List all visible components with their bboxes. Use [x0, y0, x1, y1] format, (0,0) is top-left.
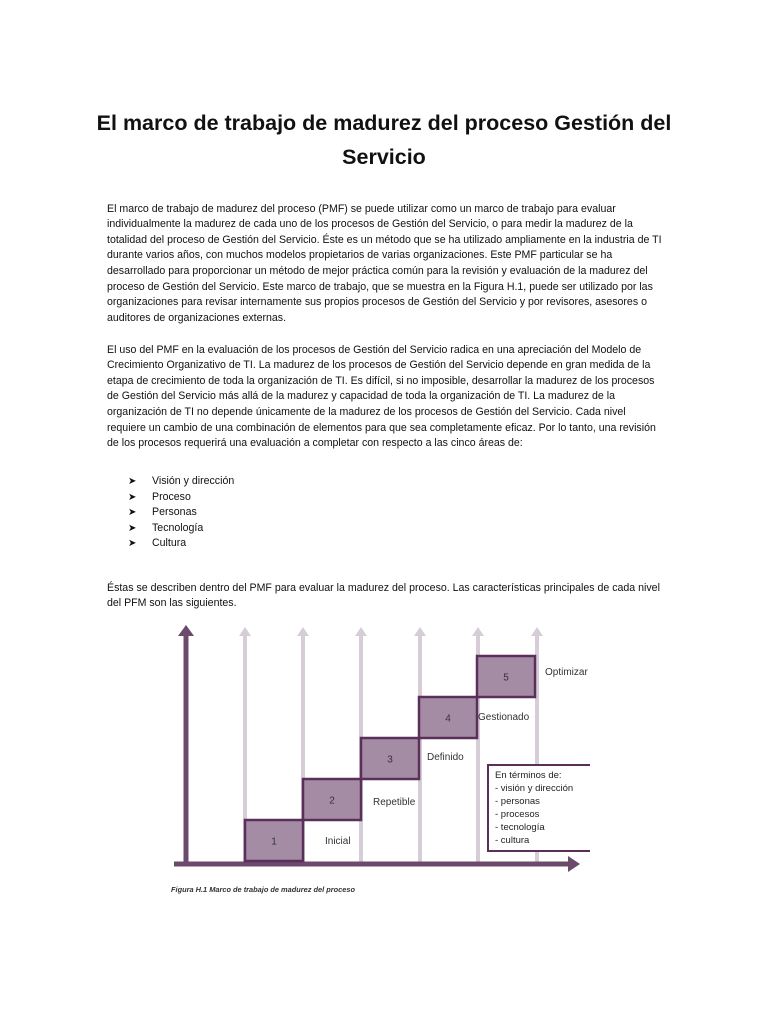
box-line: - cultura — [495, 835, 530, 846]
list-item-label: Visión y dirección — [152, 475, 235, 487]
level-number: 5 — [503, 672, 509, 684]
arrowhead-bullet-icon: ➤ — [128, 538, 137, 550]
box-line: - personas — [495, 796, 540, 807]
y-axis — [178, 625, 194, 864]
arrowhead-bullet-icon: ➤ — [128, 522, 137, 534]
list-item — [128, 490, 234, 506]
box-line: - tecnología — [495, 822, 545, 833]
areas-list — [128, 474, 234, 552]
level-label: Inicial — [325, 836, 351, 847]
level-label: Repetible — [373, 797, 416, 808]
paragraph-pmf-usage: El uso del PMF en la evaluación de los procesos de Gestión del Servicio radica en una apreciación del Modelo de Crecimiento Organizativo de TI. La madurez de los procesos de Gestión del Servicio depende en gran medida de la etapa de crecimiento de toda la organización de TI. Es difícil, si no imposible, desarrollar la madurez de los procesos de Gestión del Servicio más allá de la madurez y capacidad de toda la organización de TI. La madurez de la organización de TI no depende únicamente de la madurez de los procesos de Gestión del Servicio. Cada nivel requiere un cambio de una combinación de elementos para que sea completamente eficaz. Por lo tanto, una revisión de los procesos requerirá una evaluación a completar con respecto a las cinco áreas de: — [107, 343, 656, 450]
level-label: Gestionado — [478, 712, 530, 723]
list-item — [128, 521, 234, 537]
level-label: Optimizar — [545, 667, 588, 678]
box-line: En términos de: — [495, 770, 562, 781]
list-item — [128, 474, 234, 490]
document-title: El marco de trabajo de madurez del proceso Gestión del Servicio — [96, 111, 672, 170]
list-item-label: Cultura — [152, 537, 187, 550]
guide-arrowhead — [472, 627, 484, 636]
maturity-level-2 — [303, 779, 416, 820]
paragraph-pmf-intro: El marco de trabajo de madurez del proceso (PMF) se puede utilizar como un marco de trabajo para evaluar individualmente la madurez de cada uno de los procesos de Gestión del Servicio, o para medir la madurez de la totalidad del proceso de Gestión del Servicio. Éste es un método que se ha utilizado ampliamente en la industria de TI durante varios años, con muchos modelos propietarios de varias organizaciones. Este PMF particular se ha desarrollado para proporcionar un método de mejor práctica común para la revisión y evaluación de la madurez del proceso de Gestión del Servicio. Este marco de trabajo, que se muestra en la Figura H.1, puede ser utilizado por las organizaciones para revisar internamente sus propios procesos de Gestión del Servicio y por revisores, asesores o auditores de organizaciones externas. — [107, 202, 662, 324]
box-line: - procesos — [495, 809, 540, 820]
paragraph-pmf-levels-intro: Éstas se describen dentro del PMF para evaluar la madurez del proceso. Las características principales de cada nivel del PFM son las siguientes. — [107, 581, 660, 610]
guide-arrowhead — [355, 627, 367, 636]
guide-arrowhead — [239, 627, 251, 636]
areas-box — [488, 765, 590, 851]
maturity-level-5 — [477, 656, 588, 697]
list-item-label: Proceso — [152, 490, 191, 503]
x-axis — [174, 856, 580, 872]
guide-arrowhead — [531, 627, 543, 636]
list-item-label: Tecnología — [152, 521, 204, 534]
level-number: 2 — [329, 795, 335, 807]
list-item-label: Personas — [152, 506, 197, 519]
maturity-level-3 — [361, 738, 464, 779]
level-label: Definido — [427, 752, 464, 763]
maturity-level-1 — [245, 820, 351, 861]
arrowhead-bullet-icon: ➤ — [128, 491, 137, 503]
arrowhead-bullet-icon: ➤ — [128, 507, 137, 519]
maturity-framework-figure — [160, 620, 590, 880]
level-number: 1 — [271, 836, 277, 848]
level-number: 3 — [387, 754, 393, 766]
box-line: - visión y dirección — [495, 783, 574, 794]
arrowhead-bullet-icon: ➤ — [128, 476, 137, 487]
guide-arrowhead — [414, 627, 426, 636]
figure-caption: Figura H.1 Marco de trabajo de madurez del proceso — [171, 885, 355, 894]
list-item — [128, 505, 234, 521]
guide-arrowhead — [297, 627, 309, 636]
level-number: 4 — [445, 713, 451, 725]
maturity-level-4 — [419, 697, 530, 738]
list-item — [128, 536, 234, 552]
